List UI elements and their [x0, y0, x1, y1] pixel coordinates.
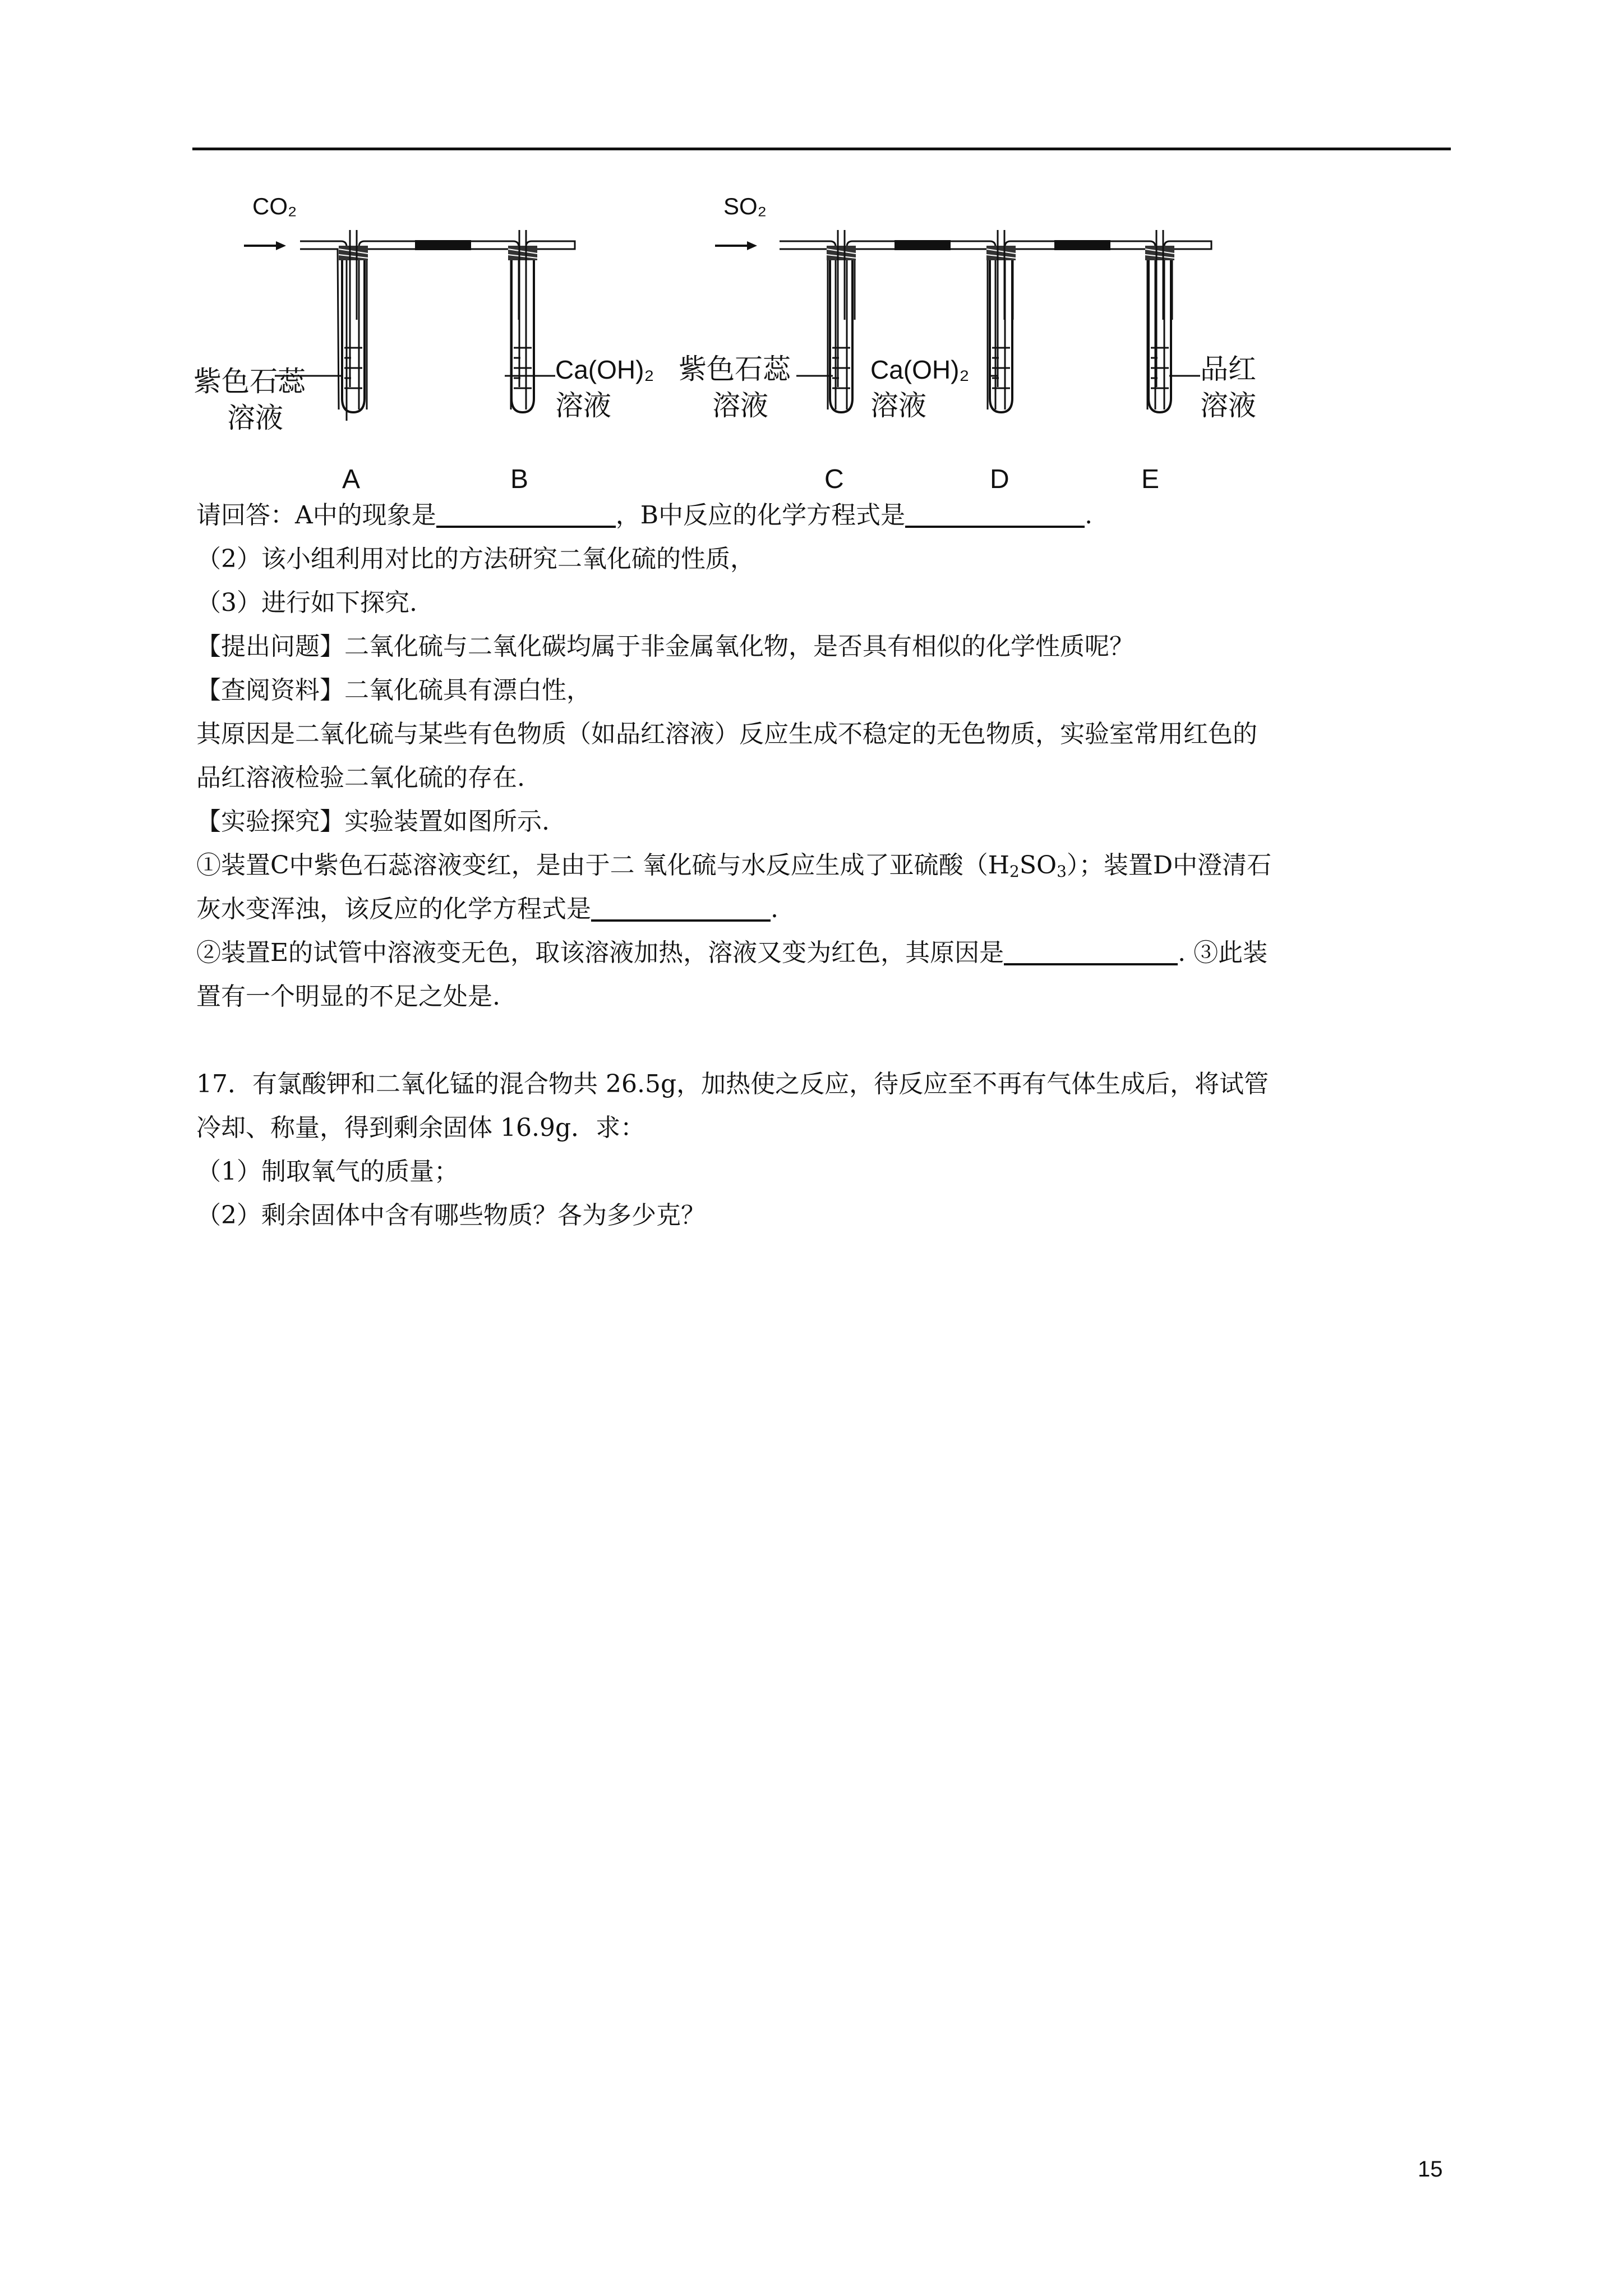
page-number: 15 [1418, 2157, 1443, 2182]
step-2-text-b: . ③此装 [1178, 938, 1268, 967]
experiment-heading: 【实验探究】实验装置如图所示. [196, 807, 550, 836]
gas-label-so2: SO₂ [723, 193, 767, 219]
letter-e: E [1141, 464, 1160, 494]
letter-d: D [990, 464, 1009, 494]
reason-line-2: 品红溶液检验二氧化硫的存在. [196, 763, 525, 792]
letter-c: C [824, 464, 844, 494]
test-tube-c [827, 230, 856, 412]
step-3-line: 置有一个明显的不足之处是. [196, 982, 500, 1011]
test-tube-d [986, 230, 1016, 412]
label-e-line2: 溶液 [1200, 390, 1256, 421]
answer-blank-b[interactable] [905, 499, 1085, 528]
label-d-line2: 溶液 [870, 390, 926, 421]
test-tube-a [339, 230, 368, 412]
question-17-line-2: 冷却、称量，得到剩余固体 16.9g．求： [196, 1114, 645, 1142]
label-e-line1: 品红 [1200, 353, 1256, 385]
step-1-line-2 [196, 887, 1453, 931]
label-c-line1: 紫色石蕊 [679, 353, 791, 385]
step-2-line-1 [196, 931, 1453, 975]
sub-3: 3 [1057, 862, 1067, 881]
label-b-line2: 溶液 [555, 390, 611, 421]
letter-b: B [510, 464, 529, 494]
letter-a: A [342, 464, 361, 494]
label-a-line1: 紫色石蕊 [193, 366, 306, 397]
experiment-diagram [191, 185, 1290, 499]
answer-blank-d[interactable] [591, 892, 771, 922]
prompt-b: ，B中反应的化学方程式是 [615, 501, 906, 530]
step-1-text-b: SO [1019, 851, 1057, 880]
raise-question: 【提出问题】二氧化硫与二氧化碳均属于非金属氧化物，是否具有相似的化学性质呢？ [196, 632, 1134, 661]
period: . [1085, 501, 1093, 530]
answer-blank-a[interactable] [436, 499, 616, 528]
period-2: . [771, 895, 778, 923]
item-2: （2）该小组利用对比的方法研究二氧化硫的性质， [196, 545, 755, 573]
question-body [196, 494, 1453, 1237]
prompt-a: 请回答：A中的现象是 [196, 501, 436, 530]
so2-apparatus [679, 193, 1256, 494]
label-d-line1: Ca(OH)₂ [870, 355, 970, 384]
label-b-line1: Ca(OH)₂ [555, 355, 654, 384]
consult-data: 【查阅资料】二氧化硫具有漂白性， [196, 676, 591, 705]
step-1-text-c: ）；装置D中澄清石 [1066, 851, 1272, 880]
test-tube-e [1145, 230, 1174, 412]
question-17-line-1: 17．有氯酸钾和二氧化锰的混合物共 26.5g，加热使之反应，待反应至不再有气体生成后，将试管 [196, 1070, 1269, 1098]
sub-2: 2 [1009, 862, 1020, 881]
answer-blank-e[interactable] [1004, 936, 1178, 965]
step-2-text-a: ②装置E的试管中溶液变无色，取该溶液加热，溶液又变为红色，其原因是 [196, 938, 1004, 967]
reason-line-1: 其原因是二氧化硫与某些有色物质（如品红溶液）反应生成不稳定的无色物质，实验室常用红色的 [196, 720, 1257, 748]
question-17-part-1: （1）制取氧气的质量； [196, 1157, 459, 1186]
label-a-line2: 溶液 [227, 402, 283, 434]
co2-apparatus [193, 193, 654, 494]
answer-prompt-line [196, 494, 1453, 537]
gas-label-co2: CO₂ [252, 193, 297, 219]
question-17-part-2: （2）剩余固体中含有哪些物质？各为多少克？ [196, 1201, 706, 1230]
label-c-line2: 溶液 [712, 390, 768, 421]
header-rule [192, 148, 1451, 150]
step-1-text-a: ①装置C中紫色石蕊溶液变红，是由于二 氧化硫与水反应生成了亚硫酸（H [196, 851, 1010, 880]
step-1-line-1 [196, 844, 1453, 887]
item-3: （3）进行如下探究. [196, 588, 417, 617]
step-1-text-d: 灰水变浑浊，该反应的化学方程式是 [196, 895, 591, 923]
test-tube-b [508, 230, 537, 412]
